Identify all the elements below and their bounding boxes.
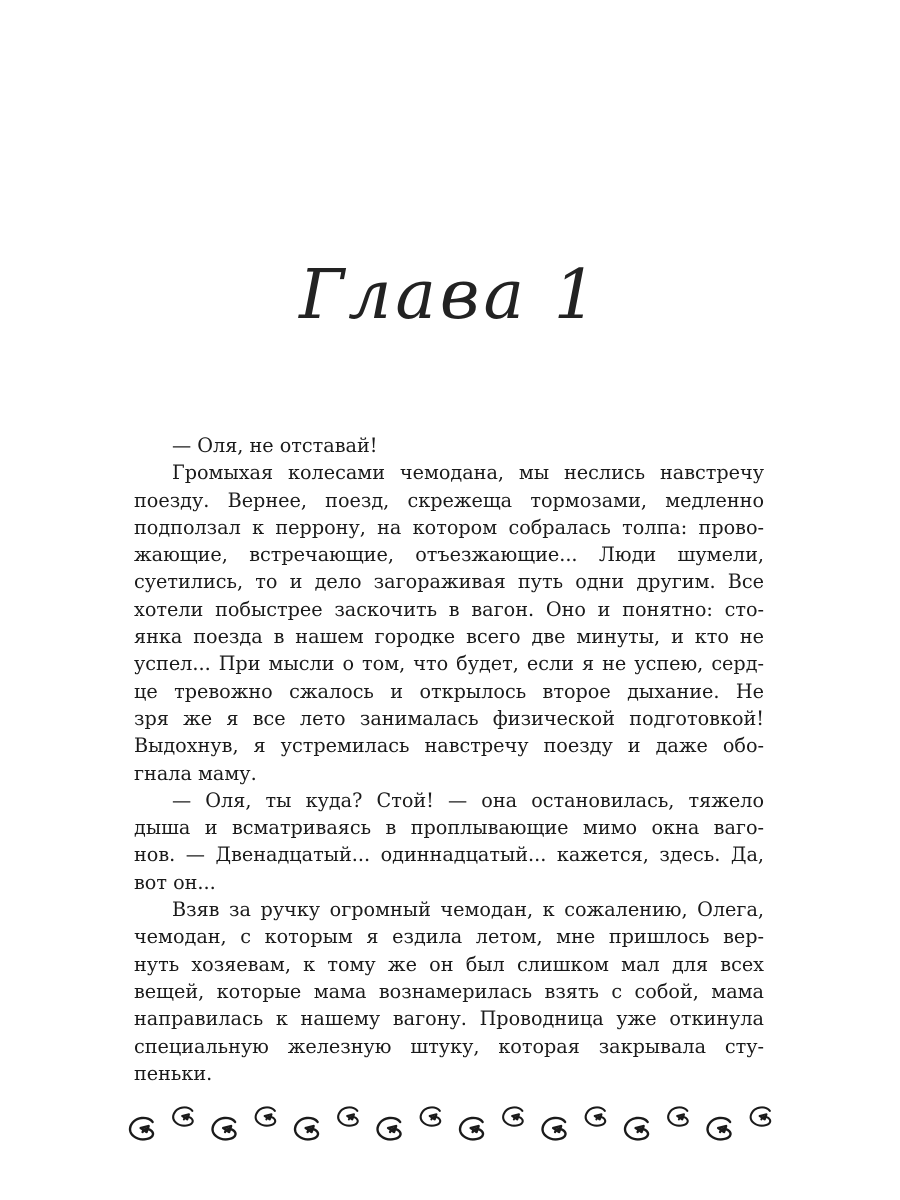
swirl-ornament-icon <box>213 1118 236 1139</box>
swirl-ornament-icon <box>421 1107 441 1125</box>
text-line: хотели побыстрее заскочить в вагон. Оно и понятно: сто- <box>134 597 764 621</box>
swirl-ornament-icon <box>586 1107 606 1125</box>
swirl-ornament-icon <box>751 1107 771 1125</box>
swirl-ornament-icon <box>668 1107 688 1125</box>
text-line: чемодан, с которым я ездила летом, мне пришлось вер- <box>134 925 764 949</box>
text-line: успел... При мысли о том, что будет, если я не успею, серд- <box>134 652 764 676</box>
chapter-body <box>134 432 764 1087</box>
text-line: — Оля, ты куда? Стой! — она остановилась, тяжело <box>172 788 764 812</box>
paragraph <box>134 896 764 1087</box>
text-line: направилась к нашему вагону. Проводница уже откинула <box>134 1007 764 1031</box>
text-line: зря же я все лето занималась физической подготовкой! <box>134 706 764 730</box>
text-line: специальную железную штуку, которая закрывала сту- <box>134 1034 764 1058</box>
text-line: вот он... <box>134 870 216 894</box>
text-line: нов. — Двенадцатый... одиннадцатый... кажется, здесь. Да, <box>134 843 764 867</box>
decorative-swirl-border <box>122 1100 782 1144</box>
text-line: пеньки. <box>134 1061 213 1085</box>
text-line: дыша и всматриваясь в проплывающие мимо окна ваго- <box>134 816 764 840</box>
text-line: гнала маму. <box>134 761 257 785</box>
swirl-ornament-icon <box>503 1107 523 1125</box>
text-line: янка поезда в нашем городке всего две минуты, и кто не <box>134 625 764 649</box>
swirl-ornament-icon <box>378 1118 401 1139</box>
swirl-ornament-icon <box>460 1118 483 1139</box>
text-line: поезду. Вернее, поезд, скрежеща тормозами, медленно <box>134 488 764 512</box>
swirl-ornament-icon <box>130 1118 153 1139</box>
paragraph <box>134 787 764 896</box>
swirl-ornament-icon <box>295 1118 318 1139</box>
text-line: суетились, то и дело загораживая путь одни другим. Все <box>134 570 764 594</box>
text-line: нуть хозяевам, к тому же он был слишком мал для всех <box>134 952 764 976</box>
text-line: Взяв за ручку огромный чемодан, к сожалению, Олега, <box>172 898 764 922</box>
paragraph <box>134 432 764 459</box>
swirl-ornament-icon <box>625 1118 648 1139</box>
text-line: подползал к перрону, на котором собралась толпа: прово- <box>134 515 764 539</box>
swirl-ornament-icon <box>122 1100 782 1144</box>
text-line: вещей, которые мама вознамерилась взять с собой, мама <box>134 979 764 1003</box>
paragraph <box>134 459 764 787</box>
swirl-ornament-icon <box>173 1107 193 1125</box>
text-line: це тревожно сжалось и открылось второе дыхание. Не <box>134 679 764 703</box>
swirl-ornament-icon <box>256 1107 276 1125</box>
swirl-ornament-icon <box>338 1107 358 1125</box>
chapter-title: Глава 1 <box>299 256 601 335</box>
text-line: Выдохнув, я устремилась навстречу поезду и даже обо- <box>134 734 764 758</box>
text-line: Громыхая колесами чемодана, мы неслись навстречу <box>172 461 764 485</box>
text-line: жающие, встречающие, отъезжающие... Люди шумели, <box>134 543 764 567</box>
swirl-ornament-icon <box>708 1118 731 1139</box>
swirl-ornament-icon <box>543 1118 566 1139</box>
text-line: — Оля, не отставай! <box>172 434 378 457</box>
